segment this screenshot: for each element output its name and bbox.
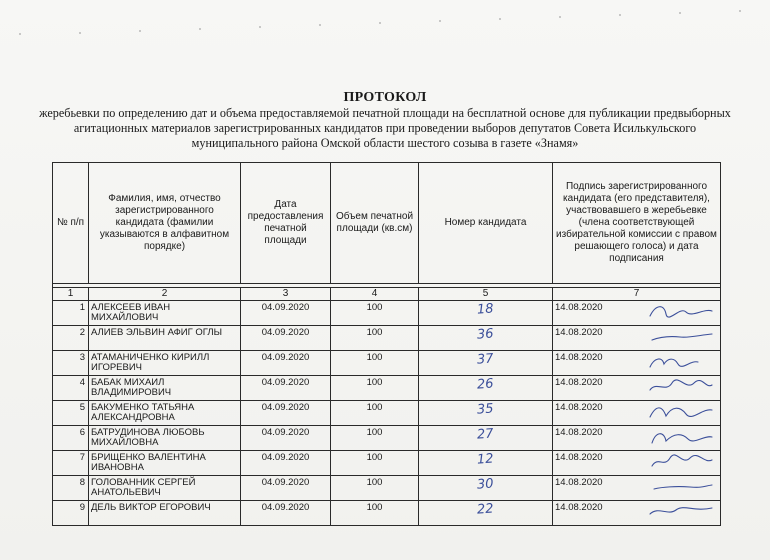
print-area-volume: 100 [331, 301, 419, 326]
row-number: 9 [53, 501, 89, 526]
column-number: 5 [419, 288, 553, 301]
candidate-name: БАБАК МИХАИЛ ВЛАДИМИРОВИЧ [89, 376, 241, 401]
column-number: 1 [53, 288, 89, 301]
signature-date: 14.08.2020 [555, 502, 603, 513]
row-number: 7 [53, 451, 89, 476]
handwritten-signature [646, 452, 716, 472]
table-row [53, 326, 721, 351]
handwritten-candidate-number: 22 [476, 501, 495, 518]
candidate-number-cell [419, 326, 553, 351]
handwritten-candidate-number: 18 [476, 301, 495, 318]
candidate-name: БАТРУДИНОВА ЛЮБОВЬ МИХАЙЛОВНА [89, 426, 241, 451]
row-number: 4 [53, 376, 89, 401]
signature-cell [553, 476, 721, 501]
candidate-name: ГОЛОВАННИК СЕРГЕЙ АНАТОЛЬЕВИЧ [89, 476, 241, 501]
header-name: Фамилия, имя, отчество зарегистрированного кандидата (фамилии указываются в алфавитном порядке) [89, 163, 241, 284]
signature-date: 14.08.2020 [555, 302, 603, 313]
handwritten-candidate-number: 27 [476, 426, 495, 443]
table-row [53, 401, 721, 426]
column-number: 3 [241, 288, 331, 301]
handwritten-signature [646, 502, 716, 522]
publication-date: 04.09.2020 [241, 501, 331, 526]
row-number: 3 [53, 351, 89, 376]
handwritten-signature [646, 352, 716, 372]
row-number: 6 [53, 426, 89, 451]
publication-date: 04.09.2020 [241, 376, 331, 401]
candidate-number-cell [419, 376, 553, 401]
table-row [53, 501, 721, 526]
column-number: 4 [331, 288, 419, 301]
candidate-name: АЛЕКСЕЕВ ИВАН МИХАЙЛОВИЧ [89, 301, 241, 326]
row-number: 8 [53, 476, 89, 501]
candidate-name: ДЕЛЬ ВИКТОР ЕГОРОВИЧ [89, 501, 241, 526]
handwritten-signature [646, 377, 716, 397]
publication-date: 04.09.2020 [241, 451, 331, 476]
row-number: 2 [53, 326, 89, 351]
handwritten-candidate-number: 35 [476, 401, 495, 418]
signature-date: 14.08.2020 [555, 452, 603, 463]
document-subtitle: жеребьевки по определению дат и объема предоставляемой печатной площади на бесплатной основе для публикации предвыборных агитационных материалов зарегистрированных кандидатов при проведении выборов депутатов Совета Исилькульского муниципального района Омской области шестого созыва в газете «Знамя» [39, 106, 731, 150]
header-signature: Подпись зарегистрированного кандидата (его представителя), участвовавшего в жеребьевке (члена соответствующей избирательной комиссии с правом решающего голоса) и дата подписания [553, 163, 721, 284]
table-body [53, 301, 721, 526]
handwritten-candidate-number: 12 [476, 451, 495, 468]
column-number: 2 [89, 288, 241, 301]
candidate-name: БАКУМЕНКО ТАТЬЯНА АЛЕКСАНДРОВНА [89, 401, 241, 426]
publication-date: 04.09.2020 [241, 401, 331, 426]
header-num: № п/п [53, 163, 89, 284]
document-title: ПРОТОКОЛ [343, 90, 427, 105]
signature-date: 14.08.2020 [555, 477, 603, 488]
row-number: 5 [53, 401, 89, 426]
handwritten-signature [646, 477, 716, 497]
candidate-number-cell [419, 451, 553, 476]
publication-date: 04.09.2020 [241, 476, 331, 501]
handwritten-signature [646, 302, 716, 322]
table-row [53, 301, 721, 326]
row-number: 1 [53, 301, 89, 326]
scan-artifact [0, 0, 770, 40]
print-area-volume: 100 [331, 326, 419, 351]
signature-date: 14.08.2020 [555, 427, 603, 438]
candidate-number-cell [419, 351, 553, 376]
signature-cell [553, 326, 721, 351]
handwritten-candidate-number: 30 [476, 476, 495, 493]
header-date: Дата предоставления печатной площади [241, 163, 331, 284]
document-header [0, 90, 770, 151]
candidate-number-cell [419, 401, 553, 426]
print-area-volume: 100 [331, 451, 419, 476]
signature-cell [553, 501, 721, 526]
signature-cell [553, 426, 721, 451]
handwritten-candidate-number: 26 [476, 376, 495, 393]
candidate-number-cell [419, 476, 553, 501]
table-row [53, 476, 721, 501]
signature-date: 14.08.2020 [555, 352, 603, 363]
handwritten-candidate-number: 37 [476, 351, 495, 368]
handwritten-signature [646, 427, 716, 447]
print-area-volume: 100 [331, 401, 419, 426]
column-number: 7 [553, 288, 721, 301]
handwritten-signature [646, 402, 716, 422]
signature-date: 14.08.2020 [555, 377, 603, 388]
protocol-table [52, 162, 721, 526]
header-candidate-number: Номер кандидата [419, 163, 553, 284]
signature-cell [553, 451, 721, 476]
signature-date: 14.08.2020 [555, 327, 603, 338]
handwritten-candidate-number: 36 [476, 326, 495, 343]
table-row [53, 451, 721, 476]
print-area-volume: 100 [331, 376, 419, 401]
candidate-number-cell [419, 301, 553, 326]
print-area-volume: 100 [331, 351, 419, 376]
publication-date: 04.09.2020 [241, 351, 331, 376]
candidate-name: АТАМАНИЧЕНКО КИРИЛЛ ИГОРЕВИЧ [89, 351, 241, 376]
table-row [53, 351, 721, 376]
table-row [53, 426, 721, 451]
publication-date: 04.09.2020 [241, 301, 331, 326]
print-area-volume: 100 [331, 426, 419, 451]
candidate-number-cell [419, 426, 553, 451]
candidate-number-cell [419, 501, 553, 526]
table-header-row [53, 163, 721, 284]
signature-cell [553, 301, 721, 326]
handwritten-signature [646, 327, 716, 347]
print-area-volume: 100 [331, 476, 419, 501]
column-number-row [53, 288, 721, 301]
candidate-name: АЛИЕВ ЭЛЬВИН АФИГ ОГЛЫ [89, 326, 241, 351]
header-volume: Объем печатной площади (кв.см) [331, 163, 419, 284]
candidate-name: БРИЩЕНКО ВАЛЕНТИНА ИВАНОВНА [89, 451, 241, 476]
signature-cell [553, 401, 721, 426]
publication-date: 04.09.2020 [241, 326, 331, 351]
signature-date: 14.08.2020 [555, 402, 603, 413]
table-row [53, 376, 721, 401]
publication-date: 04.09.2020 [241, 426, 331, 451]
print-area-volume: 100 [331, 501, 419, 526]
signature-cell [553, 376, 721, 401]
signature-cell [553, 351, 721, 376]
